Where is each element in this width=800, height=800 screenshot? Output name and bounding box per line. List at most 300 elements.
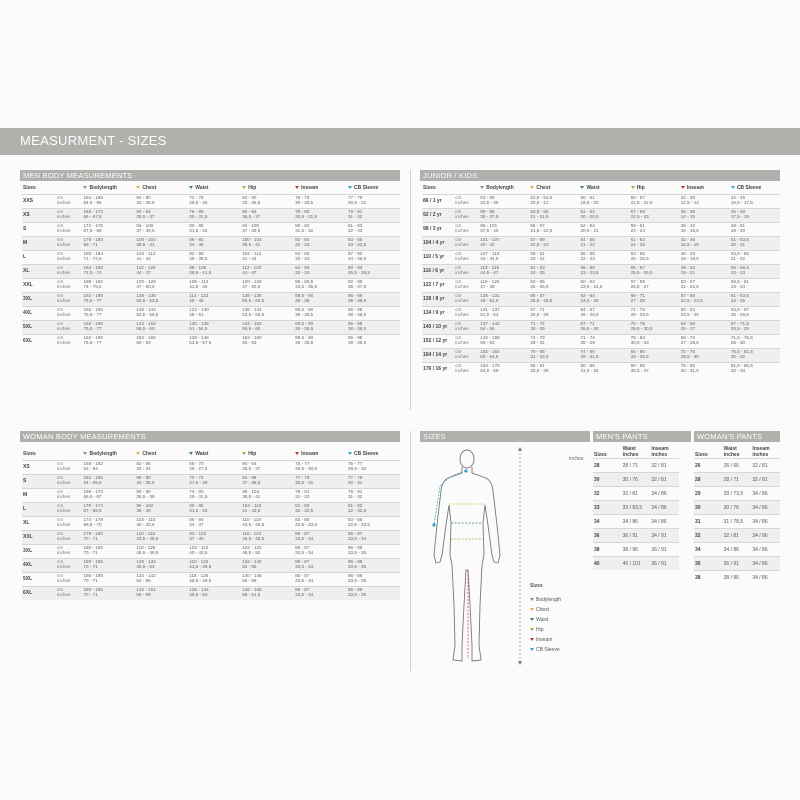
column-header [347, 449, 400, 461]
cm-value: 101 - 107 [480, 237, 500, 242]
value-cell [135, 307, 188, 321]
cm-value: 110 - 118 [136, 531, 156, 536]
inch-value: 36 - 38,5 [189, 256, 208, 261]
value-cell [730, 321, 780, 335]
inch-value: 41 - 43,5 [242, 508, 261, 513]
value-cell [188, 251, 241, 265]
value-cell [188, 265, 241, 279]
inch-value: 20 - 21 [730, 242, 746, 247]
inch-value: 19 - 20 [730, 228, 746, 233]
inch-value: 33 - 34 [295, 270, 310, 275]
value-cell [188, 307, 241, 321]
column-header-label: Waist [195, 451, 209, 457]
value-cell [241, 545, 294, 559]
inch-value: 44 - 47 [242, 270, 257, 275]
value-cell [294, 195, 347, 209]
cm-value: 46 - 49 [680, 251, 696, 256]
column-header-label: Hip [636, 185, 645, 191]
inch-value: 21,5 - 22,5 [630, 200, 653, 205]
value-cell [730, 265, 780, 279]
marker-icon [189, 186, 193, 189]
cm-value: 96 - 98 [348, 307, 363, 312]
inch-value: 25 - 26,5 [580, 312, 599, 317]
inch-value: 37 - 39,5 [136, 228, 155, 233]
value-cell [630, 293, 680, 307]
waist-value: 31 / 78,5 [723, 518, 744, 525]
cm-value: 72 - 76 [189, 195, 204, 200]
inch-value: 70 - 71 [83, 592, 98, 597]
inch-value: 38 - 38,5 [348, 312, 367, 317]
value-cell [241, 251, 294, 265]
column-header [56, 449, 82, 461]
mens-pants-section-title: MEN'S PANTS [596, 432, 648, 441]
value-cell [241, 223, 294, 237]
value-cell [294, 531, 347, 545]
inch-value: 28 - 29 [580, 340, 595, 345]
junior-section-title: JUNIOR / KIDS [423, 171, 478, 180]
unit-cell: cm inches [56, 587, 82, 601]
inch-value: 40 - 43,5 [189, 550, 208, 555]
unit-cell: cm inches [57, 223, 71, 233]
cm-value: 94 - 102 [189, 531, 207, 536]
cm-value: 170 - 174 [83, 503, 103, 508]
value-cell [241, 587, 294, 601]
column-header-label: Hip [248, 185, 257, 191]
unit-cell: cm inches [454, 237, 479, 251]
value-cell [579, 223, 629, 237]
value-cell [347, 237, 400, 251]
cm-value: 72 - 76 [680, 349, 696, 354]
inch-value: 29 - 31 [530, 340, 545, 345]
table-row [593, 515, 679, 529]
value-cell [188, 475, 241, 489]
value-cell [82, 587, 135, 601]
sizes-section-header [420, 431, 590, 442]
size-label: 6XL [23, 338, 33, 344]
size-label: 40 [593, 557, 622, 571]
cm-value: 120 - 128 [242, 279, 262, 284]
value-cell [294, 209, 347, 223]
cm-value: 164 - 168 [83, 195, 103, 200]
waist-value: 28 / 71 [622, 462, 638, 469]
inch-value: 23,5 - 25 [680, 312, 699, 317]
cm-value: 67 - 71 [530, 307, 545, 312]
value-cell [135, 461, 188, 475]
cm-value: 95 - 101 [480, 223, 498, 228]
cm-value: 66 - 70 [189, 461, 204, 466]
marker-icon [83, 186, 87, 189]
value-cell [579, 307, 629, 321]
cm-value: 112 - 120 [242, 265, 262, 270]
value-cell [82, 559, 135, 573]
inch-value: 22,5 - 23 [630, 214, 649, 219]
column-header-label: Inseam [301, 451, 319, 457]
table-row [593, 529, 679, 543]
column-header-label: Hip [248, 451, 257, 457]
size-label: 28 [694, 473, 723, 487]
cm-value: 63 - 65 [530, 279, 545, 284]
cm-value: 82 - 84 [295, 237, 310, 242]
unit-cell: cm inches [56, 209, 82, 223]
cm-value: 90 - 96 [136, 489, 151, 494]
cm-value: 48 - 51 [730, 223, 746, 228]
column-header-label: Sizes [594, 452, 607, 458]
value-cell [294, 335, 347, 349]
size-label: M [23, 492, 28, 498]
value-cell [188, 573, 241, 587]
value-cell [135, 223, 188, 237]
inch-value: 40 - 42 [480, 242, 495, 247]
size-label: 32 [694, 529, 723, 543]
inch-value: 70 - 71 [83, 536, 98, 541]
inch-value: 49,5 - 53 [189, 592, 208, 597]
cm-value: 57 - 60 [680, 293, 696, 298]
cm-value: 98 - 104 [242, 489, 260, 494]
size-label: 128 / 8 yr [422, 293, 454, 307]
table-row [422, 349, 780, 363]
value-cell [529, 321, 579, 335]
cm-value: 188 - 192 [83, 279, 103, 284]
value-cell [188, 321, 241, 335]
inseam-value: 36 / 91 [651, 546, 667, 553]
size-label: 152 / 12 yr [423, 338, 448, 344]
cm-value: 71 - 74 [580, 335, 595, 340]
column-header [135, 183, 188, 195]
inch-value: 35 - 35,5 [295, 312, 314, 317]
inch-value: 25 - 27 [680, 326, 696, 331]
value-cell [82, 545, 135, 559]
legend-label: Chest [536, 607, 550, 613]
inch-value: 35 - 36 [295, 298, 310, 303]
inseam-value: 34 / 86 [751, 557, 780, 571]
inch-value: 43,5 - 46,5 [242, 522, 265, 527]
cm-value: 42 - 45 [730, 195, 746, 200]
cm-value: 86 - 89 [348, 559, 363, 564]
column-header [135, 449, 188, 461]
inch-value: 50,5 - 53,5 [242, 298, 265, 303]
value-cell [479, 363, 529, 377]
cm-value: 80 - 86 [580, 363, 595, 368]
value-cell [188, 209, 241, 223]
table-row [593, 473, 679, 487]
cm-value: 89,5 - 90 [295, 307, 314, 312]
cm-value: 130 - 138 [189, 321, 209, 326]
column-header-label: Bodylength [486, 185, 514, 191]
value-cell [294, 223, 347, 237]
size-label: 38 [594, 546, 600, 553]
cm-value: 60 - 62 [580, 279, 595, 284]
value-cell [294, 475, 347, 489]
legend-item [530, 615, 561, 625]
cm-value: 75 - 78 [630, 321, 645, 326]
waist-value: 29 / 73,5 [723, 490, 744, 497]
inch-value: 29 - 31,5 [189, 494, 208, 499]
value-cell [135, 545, 188, 559]
column-header [694, 446, 723, 459]
column-header-label: Bodylength [89, 185, 117, 191]
legend-label: CB Sleeve [536, 647, 560, 653]
value-cell [294, 573, 347, 587]
inch-value: 19 - 21 [680, 270, 696, 275]
unit-cell: cm inches [57, 279, 71, 289]
inch-value: 43,5 - 46,5 [136, 536, 159, 541]
value-cell [730, 209, 780, 223]
cm-value: 81,5 - 86,5 [730, 363, 753, 368]
inch-value: 24,5 - 25 [580, 298, 599, 303]
cm-value: 51 - 53,5 [730, 237, 749, 242]
inch-value: 66 - 67,5 [83, 214, 102, 219]
column-header-unit: inches [752, 452, 769, 458]
value-cell [347, 531, 400, 545]
cm-value: 96 - 98 [348, 335, 363, 340]
waist-value: 34 / 86 [723, 546, 739, 553]
cm-value: 71,5 - 76,5 [730, 335, 753, 340]
value-cell [529, 265, 579, 279]
cm-value: 71 - 75 [630, 307, 645, 312]
value-cell [479, 251, 529, 265]
cm-value: 89,5 - 90 [295, 335, 314, 340]
value-cell [680, 293, 730, 307]
value-cell [529, 335, 579, 349]
value-cell [529, 363, 579, 377]
inch-value: 32 - 32,5 [348, 508, 367, 513]
column-header-label: Inseam [686, 185, 704, 191]
cm-value: 77 - 79 [348, 475, 363, 480]
size-label: 34 [695, 546, 701, 553]
cm-value: 85 - 87 [295, 573, 310, 578]
value-cell [579, 237, 629, 251]
inch-value: 22,5 - 23,5 [680, 298, 703, 303]
inseam-value: 34 / 86 [651, 518, 667, 525]
inch-value: 23 - 24 [730, 284, 746, 289]
inch-value: 25 - 26,5 [730, 312, 749, 317]
value-cell [241, 279, 294, 293]
inch-value: 32 - 33 [348, 228, 363, 233]
value-cell [294, 251, 347, 265]
value-cell [82, 503, 135, 517]
inch-value: 33,5 - 34 [295, 550, 314, 555]
column-header [241, 449, 294, 461]
inseam-value: 34 / 86 [752, 518, 768, 525]
unit-cell: cm inches [57, 461, 71, 471]
value-cell [294, 279, 347, 293]
cm-value: 45 - 48 [730, 209, 746, 214]
value-cell [294, 517, 347, 531]
value-cell [82, 293, 135, 307]
cm-value: 144 - 152 [136, 321, 156, 326]
table-row [422, 265, 780, 279]
men-section-header [20, 170, 400, 181]
cm-value: 78 - 80 [295, 209, 310, 214]
unit-cell: cm inches [56, 503, 82, 517]
size-label: XL [22, 265, 56, 279]
table-row [422, 237, 780, 251]
size-label: 134 / 9 yr [423, 310, 445, 316]
unit-cell: cm inches [56, 475, 82, 489]
cm-value: 58,5 - 61 [730, 279, 749, 284]
cm-value: 64 - 68 [680, 321, 696, 326]
inseam-value: 34 / 86 [650, 501, 679, 515]
inch-value: 64,5 - 69 [480, 368, 499, 373]
value-cell [479, 195, 529, 209]
table-row [694, 501, 780, 515]
inch-value: 22 - 23 [730, 270, 746, 275]
size-label: 140 / 10 yr [422, 321, 454, 335]
inch-value: 70 - 71 [83, 564, 98, 569]
cm-value: 84 - 90 [630, 349, 645, 354]
inch-value: 35,5 - 37 [242, 466, 261, 471]
cm-value: 77 - 79 [348, 195, 363, 200]
table-header-row [22, 449, 400, 461]
value-cell [730, 363, 780, 377]
column-header [347, 183, 400, 195]
value-cell [730, 349, 780, 363]
cm-value: 125 - 131 [480, 293, 500, 298]
inch-value: 29,5 - 30,5 [295, 466, 318, 471]
table-row [22, 237, 400, 251]
value-cell [135, 559, 188, 573]
cm-value: 122 - 130 [189, 307, 209, 312]
inch-value: 69 - 71 [83, 242, 98, 247]
value-cell [241, 265, 294, 279]
inch-value: 56 - 62 [480, 340, 495, 345]
value-cell [347, 559, 400, 573]
inch-value: 25 - 25,5 [630, 256, 649, 261]
value-cell [579, 195, 629, 209]
cm-value: 68 - 72 [680, 335, 696, 340]
table-row [593, 487, 679, 501]
men-size-table [22, 183, 400, 348]
value-cell [188, 293, 241, 307]
inch-value: 24 - 25 [630, 242, 645, 247]
inch-value: 27,5 - 29 [189, 480, 208, 485]
cm-value: 59 - 61 [630, 223, 645, 228]
value-cell [730, 279, 780, 293]
cm-value: 87 - 90 [348, 251, 363, 256]
value-cell [680, 223, 730, 237]
marker-icon [242, 452, 246, 455]
mens-pants-table [593, 446, 679, 570]
value-cell [579, 321, 629, 335]
cm-value: 100 - 104 [242, 237, 262, 242]
inseam-value: 32 / 81 [752, 462, 768, 469]
inch-value: 19,5 - 20 [580, 200, 599, 205]
value-cell [135, 475, 188, 489]
cm-value: 152 - 164 [480, 349, 500, 354]
womans-pants-table [694, 446, 780, 584]
cm-value: 89,5 - 90 [295, 293, 314, 298]
value-cell [479, 335, 529, 349]
inch-value: 32 - 34 [730, 368, 746, 373]
marker-icon [189, 452, 193, 455]
value-cell [479, 279, 529, 293]
inch-value: 33,5 - 35 [348, 592, 367, 597]
cm-value: 79 - 81 [348, 489, 363, 494]
marker-icon [295, 186, 299, 189]
value-cell [135, 279, 188, 293]
cm-value: 82 - 86 [136, 461, 151, 466]
value-cell [347, 573, 400, 587]
cm-value: 36 - 38 [680, 209, 696, 214]
cm-value: 90 - 94 [242, 461, 257, 466]
value-cell [479, 223, 529, 237]
marker-icon [530, 608, 534, 611]
cm-value: 86 - 94 [189, 517, 204, 522]
inch-value: 35,5 - 37 [136, 214, 155, 219]
inch-value: 65,5 - 67 [83, 494, 102, 499]
cm-value: 112 - 120 [136, 265, 156, 270]
column-header-label: Chest [142, 451, 157, 457]
cm-value: 98 - 106 [189, 265, 207, 270]
inch-value: 39,5 - 41 [136, 242, 155, 247]
value-cell [579, 349, 629, 363]
cm-value: 80 - 86 [189, 223, 204, 228]
value-cell [135, 321, 188, 335]
value-cell [294, 307, 347, 321]
inch-value: 37 - 40 [189, 536, 204, 541]
cm-value: 81 - 83 [295, 503, 310, 508]
cm-value: 71 - 74 [530, 321, 545, 326]
value-cell [82, 195, 135, 209]
column-header [82, 183, 135, 195]
inch-value: 75,5 - 77 [83, 340, 102, 345]
inch-value: 16,5 - 18 [680, 242, 699, 247]
cm-value: 94 - 100 [242, 223, 260, 228]
inch-value: 60 - 64,5 [480, 354, 499, 359]
size-label: 4XL [22, 559, 56, 573]
value-cell [188, 237, 241, 251]
cm-value: 52 - 54 [580, 223, 595, 228]
value-cell [630, 335, 680, 349]
value-cell [630, 363, 680, 377]
inch-value: 31 - 33,5 [530, 354, 549, 359]
womans-pants-section-title: WOMAN'S PANTS [697, 432, 763, 441]
inch-value: 51,5 - 54 [480, 312, 499, 317]
waist-value: 30 / 76 [723, 501, 752, 515]
value-cell [135, 265, 188, 279]
cm-value: 55 - 57 [630, 195, 645, 200]
unit-cell: cm inches [454, 293, 479, 307]
cm-value: 56 - 58 [580, 251, 595, 256]
cm-value: 90 - 96 [630, 363, 645, 368]
column-header [751, 446, 780, 459]
table-row [422, 209, 780, 223]
cm-value: 86 - 89 [348, 587, 363, 592]
cm-value: 120 - 128 [136, 279, 156, 284]
column-header-label: Chest [142, 185, 157, 191]
cm-value: 180 - 185 [83, 559, 103, 564]
table-row [22, 475, 400, 489]
cm-value: 54 - 56 [580, 237, 595, 242]
inch-value: 28 - 29 [530, 326, 545, 331]
inch-value: 31 - 32 [295, 494, 310, 499]
value-cell [188, 489, 241, 503]
inch-value: 31,5 - 34 [189, 508, 208, 513]
value-cell [294, 321, 347, 335]
column-header [82, 449, 135, 461]
table-row [22, 489, 400, 503]
inch-value: 44 - 47 [136, 270, 151, 275]
value-cell [241, 209, 294, 223]
inch-value: 32 - 33 [295, 242, 310, 247]
column-header-label: CB Sleeve [736, 185, 762, 191]
value-cell [479, 321, 529, 335]
inch-value: 34 - 35,5 [348, 256, 367, 261]
value-cell [630, 251, 680, 265]
cm-value: 89,5 - 90 [295, 321, 314, 326]
marker-icon [83, 452, 87, 455]
value-cell [347, 307, 400, 321]
